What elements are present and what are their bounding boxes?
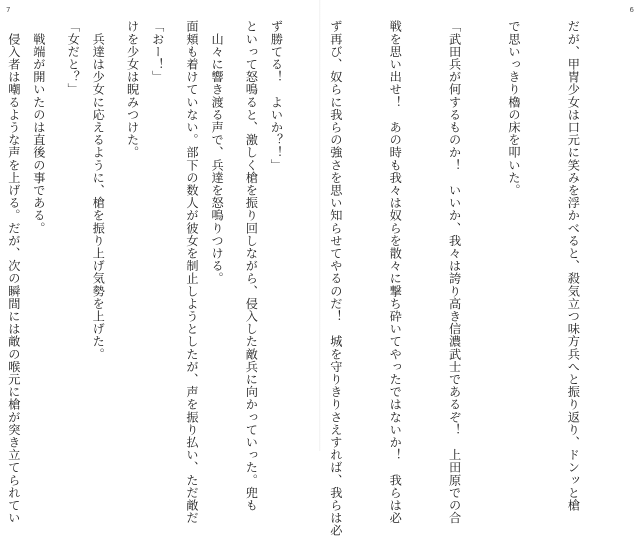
text-line: 山々に響き渡る声で、兵達を怒鳴りつける。	[210, 20, 225, 285]
text-line: といって怒鳴ると、激しく槍を振り回しながら、侵入した敵兵に向かっていった。兜も	[244, 20, 259, 512]
text-line: 兵達は少女に応えるように、槍を振り上げ気勢を上げた。	[91, 20, 106, 361]
text-line: 侵入者は嘲るような声を上げる。だが、次の瞬間には敵の喉元に槍が突き立てられてい	[6, 20, 21, 524]
text-line: 「武田兵が何するものか！ いいか、我々は誇り高き信濃武士であるぞ！ 上田原での合	[447, 20, 462, 524]
text-line: 戦端が開いたのは直後の事である。	[31, 20, 46, 235]
text-line: 戦を思い出せ！ あの時も我々は奴らを散々に撃ち砕いてやったではないか！ 我らは必	[388, 20, 403, 524]
text-line: ず再び、奴らに我らの強さを思い知らせてやるのだ！ 城を守りきりさえすれば、我らは必	[328, 20, 343, 537]
text-line: だが、甲冑少女は口元に笑みを浮かべると、殺気立つ味方兵へと振り返り、ドンッと槍	[566, 20, 581, 512]
text-line: 「おー！」	[150, 20, 165, 83]
page-number: 6	[629, 6, 634, 14]
text-line: 面頬も着けていない。部下の数人が彼女を制止しようとしたが、声を振り払い、ただ敵だ	[185, 20, 200, 524]
text-line: 「女だと？」	[66, 20, 81, 96]
text-line: で思いっきり櫓の床を叩いた。	[507, 20, 522, 197]
text-line: ず勝てる！ よいか？！」	[269, 20, 284, 172]
text-line: けを少女は睨みつけた。	[125, 20, 140, 159]
page-number: 7	[6, 6, 11, 14]
